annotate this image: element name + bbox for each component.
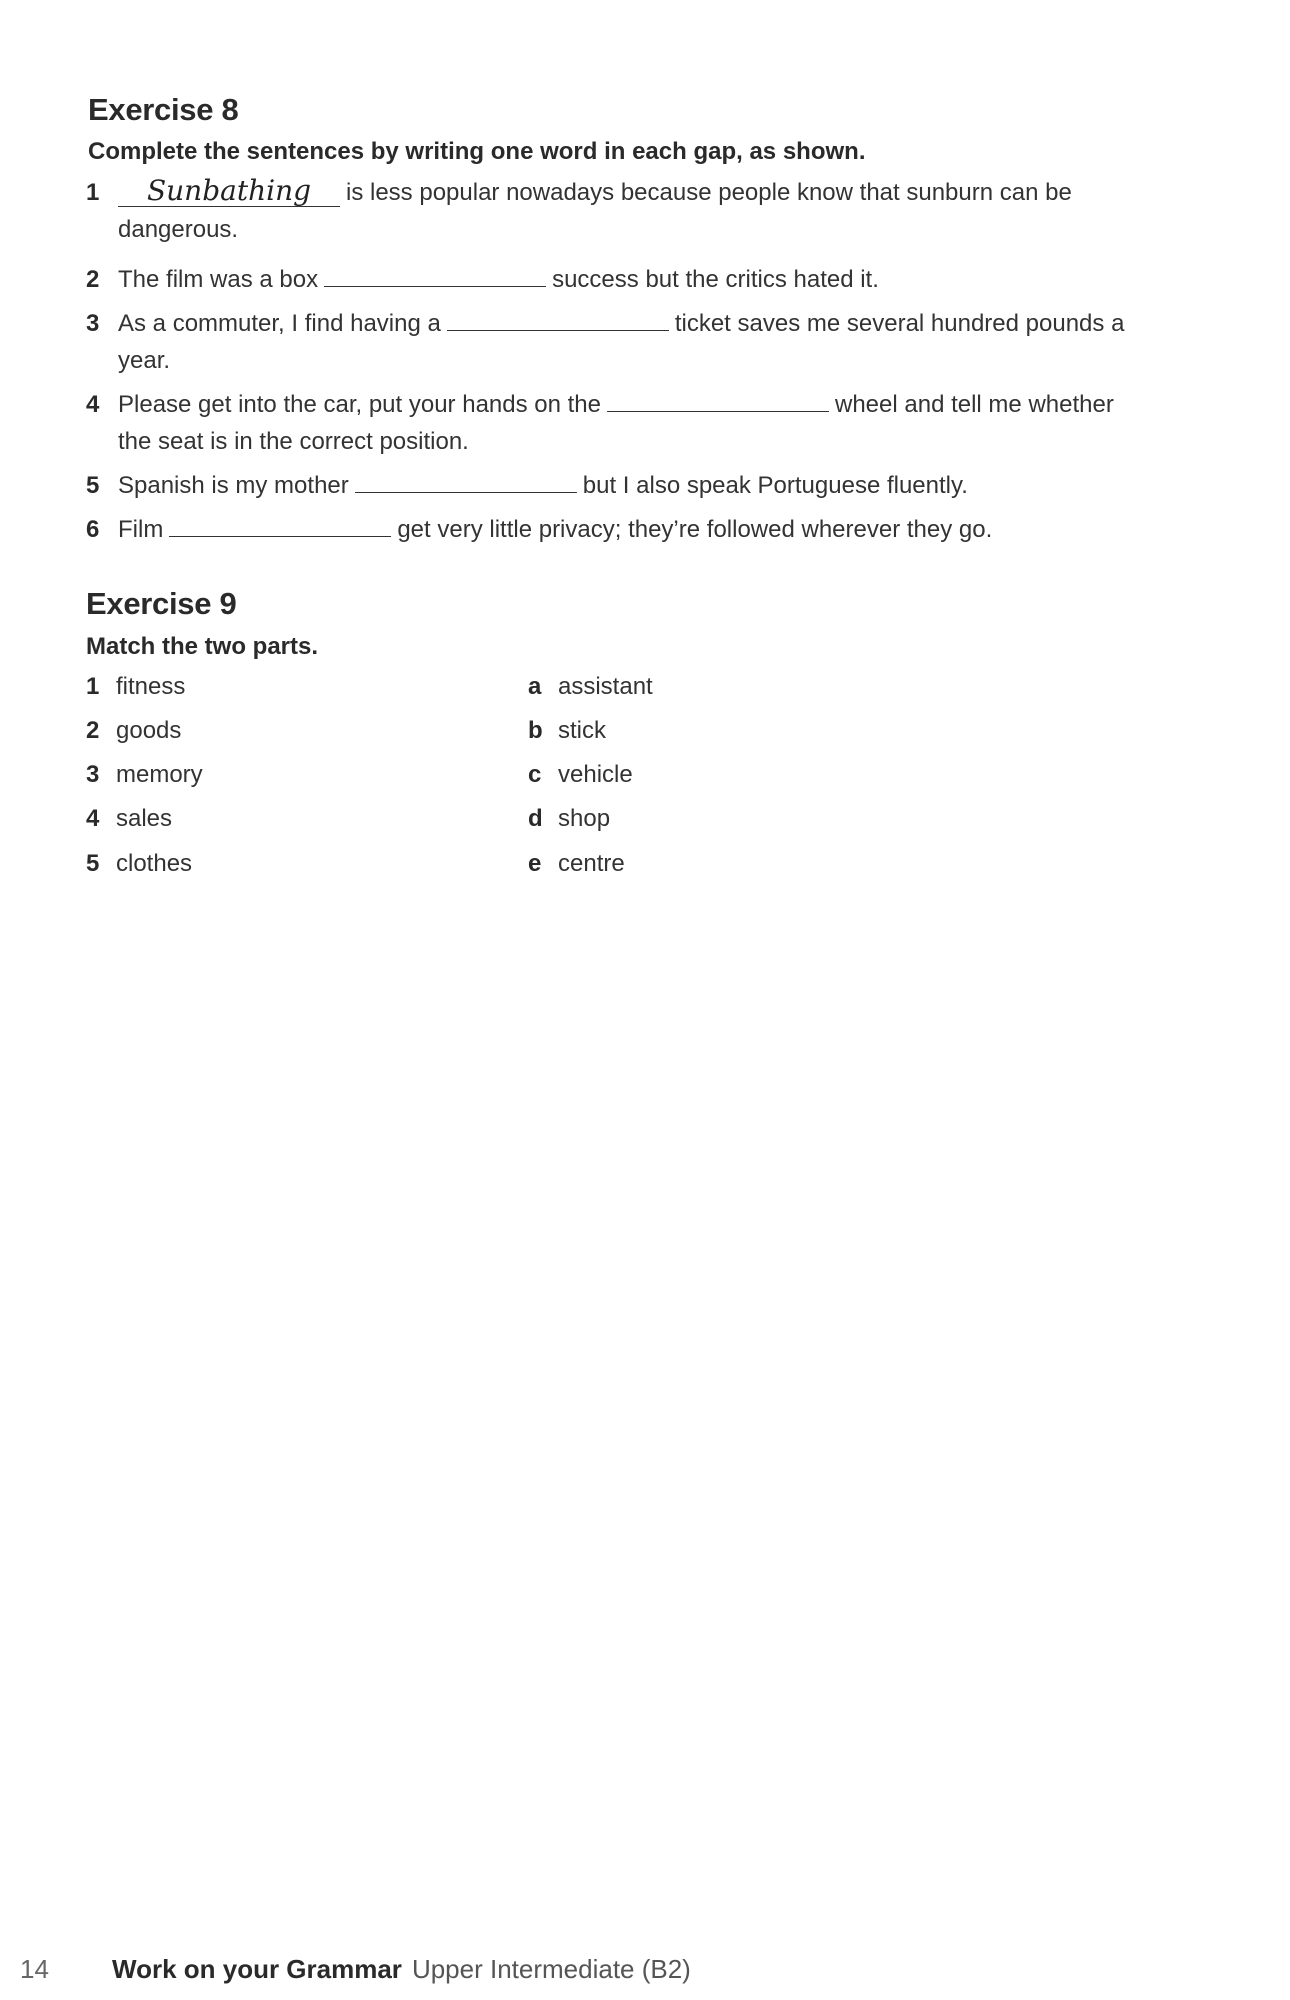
- match-left-4: [86, 800, 172, 837]
- match-left-3: [86, 756, 203, 793]
- item-text: vehicle: [558, 761, 633, 788]
- match-left-1: [86, 668, 185, 705]
- answer-gap[interactable]: [447, 310, 669, 331]
- book-level: Upper Intermediate (B2): [411, 1954, 691, 1984]
- answer-gap[interactable]: [607, 391, 829, 412]
- item-number: 1: [86, 673, 100, 700]
- item-text: sales: [116, 805, 173, 832]
- match-right-b: [528, 712, 606, 749]
- question-continuation: dangerous.: [118, 216, 239, 243]
- item-text: clothes: [116, 850, 193, 877]
- question-continuation: the seat is in the correct position.: [118, 428, 469, 455]
- match-left-5: [86, 845, 192, 882]
- question-4: [86, 386, 1216, 460]
- book-title: Work on your Grammar: [112, 1954, 402, 1984]
- item-number: 3: [86, 761, 100, 788]
- answer-gap[interactable]: [169, 516, 391, 537]
- item-text: shop: [558, 805, 611, 832]
- answer-gap[interactable]: [355, 472, 577, 493]
- item-text: fitness: [116, 673, 186, 700]
- page-footer: [20, 1954, 691, 1985]
- item-letter: b: [528, 717, 543, 744]
- example-answer: Sunbathing: [118, 176, 340, 207]
- exercise-9-title: Exercise 9: [86, 586, 237, 621]
- item-number: 5: [86, 850, 100, 877]
- item-number: 4: [86, 805, 100, 832]
- item-letter: a: [528, 673, 542, 700]
- question-number: 6: [86, 516, 100, 543]
- question-number: 3: [86, 310, 100, 337]
- exercise-8-title: Exercise 8: [88, 92, 239, 127]
- match-right-c: [528, 756, 633, 793]
- question-5: [86, 467, 1216, 504]
- match-right-d: [528, 800, 610, 837]
- question-2: [86, 261, 1216, 298]
- item-text: stick: [558, 717, 606, 744]
- question-6: [86, 511, 1216, 548]
- exercise-9-instruction: Match the two parts.: [86, 633, 319, 660]
- question-number: 5: [86, 472, 100, 499]
- item-text: memory: [116, 761, 203, 788]
- question-text-before: As a commuter, I find having a: [118, 310, 441, 337]
- item-text: assistant: [558, 673, 653, 700]
- question-1: [86, 174, 1216, 248]
- page-number: 14: [20, 1954, 49, 1984]
- item-letter: e: [528, 850, 542, 877]
- item-letter: c: [528, 761, 542, 788]
- question-text-after: success but the critics hated it.: [552, 266, 879, 293]
- match-right-a: [528, 668, 653, 705]
- question-text-before: Please get into the car, put your hands on the: [118, 391, 601, 418]
- question-number: 1: [86, 179, 100, 206]
- match-right-e: [528, 845, 625, 882]
- question-text-before: Spanish is my mother: [118, 472, 349, 499]
- answer-gap[interactable]: [324, 266, 546, 287]
- item-letter: d: [528, 805, 543, 832]
- question-text-after: ticket saves me several hundred pounds a: [674, 310, 1125, 337]
- question-text-after: but I also speak Portuguese fluently.: [582, 472, 968, 499]
- item-number: 2: [86, 717, 100, 744]
- question-number: 2: [86, 266, 100, 293]
- question-text-before: The film was a box: [118, 266, 319, 293]
- question-number: 4: [86, 391, 100, 418]
- question-continuation: year.: [118, 347, 171, 374]
- question-text: is less popular nowadays because people know that sunburn can be: [346, 179, 1072, 206]
- item-text: goods: [116, 717, 182, 744]
- question-text-after: get very little privacy; they’re followed wherever they go.: [397, 516, 993, 543]
- question-3: [86, 305, 1216, 379]
- question-text-before: Film: [118, 516, 164, 543]
- match-left-2: [86, 712, 181, 749]
- question-text-after: wheel and tell me whether: [835, 391, 1114, 418]
- exercise-8-instruction: Complete the sentences by writing one word in each gap, as shown.: [88, 138, 866, 165]
- item-text: centre: [558, 850, 625, 877]
